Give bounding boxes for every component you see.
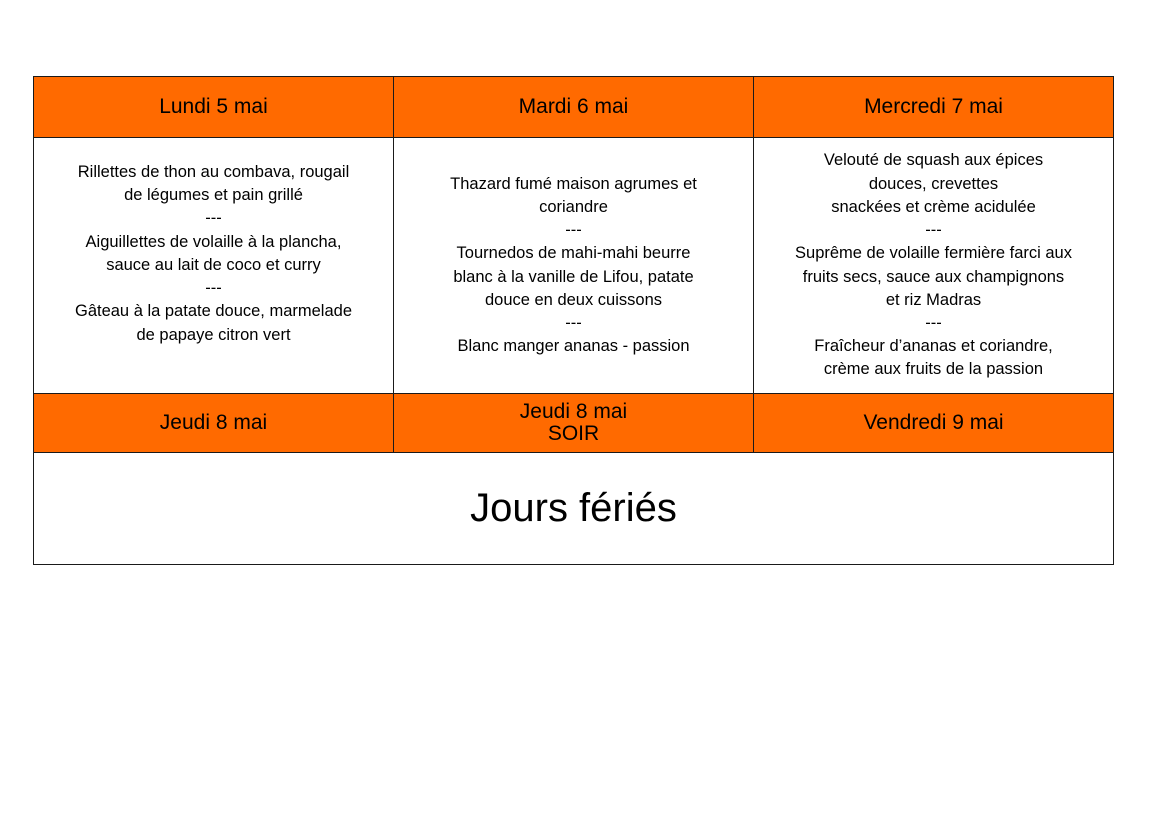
day-label: Vendredi 9 mai	[863, 411, 1004, 434]
day-header-friday	[754, 394, 1114, 453]
menu-separator: ---	[205, 209, 222, 228]
menu-line: fruits secs, sauce aux champignons	[802, 267, 1065, 286]
menu-line: et riz Madras	[885, 290, 982, 309]
day-label: Mercredi 7 mai	[864, 95, 1003, 118]
day-header-wednesday	[754, 77, 1114, 138]
menu-line: Suprême de volaille fermière farci aux	[795, 244, 1072, 263]
holiday-row	[34, 453, 1114, 565]
menu-line: snackées et crème acidulée	[831, 197, 1036, 216]
menu-line: sauce au lait de coco et curry	[106, 255, 321, 274]
menu-line: Tournedos de mahi-mahi beurre	[456, 244, 691, 263]
menu-line: Rillettes de thon au combava, rougail	[77, 163, 350, 182]
menu-separator: ---	[565, 313, 582, 332]
day-label: Jeudi 8 mai	[519, 400, 628, 423]
menu-line: de légumes et pain grillé	[124, 186, 303, 205]
day-header-tuesday	[394, 77, 754, 138]
menu-line: Blanc manger ananas - passion	[457, 337, 690, 356]
menu-line: crème aux fruits de la passion	[823, 360, 1044, 379]
menu-line: Velouté de squash aux épices	[823, 151, 1044, 170]
menu-line: douce en deux cuissons	[484, 290, 663, 309]
menu-line: Fraîcheur d’ananas et coriandre,	[814, 337, 1053, 356]
menu-cell-tuesday	[394, 138, 754, 394]
day-sublabel: SOIR	[547, 422, 600, 445]
menu-cell-monday	[34, 138, 394, 394]
menu-line: douces, crevettes	[868, 174, 999, 193]
day-label: Mardi 6 mai	[518, 95, 629, 118]
menu-row	[34, 138, 1114, 394]
menu-line: Aiguillettes de volaille à la plancha,	[85, 232, 342, 251]
menu-line: de papaye citron vert	[136, 325, 291, 344]
menu-cell-wednesday	[754, 138, 1114, 394]
day-header-monday	[34, 77, 394, 138]
menu-line: coriandre	[539, 197, 608, 216]
day-label: Lundi 5 mai	[159, 95, 268, 118]
day-label: Jeudi 8 mai	[159, 411, 268, 434]
menu-separator: ---	[925, 313, 942, 332]
menu-separator: ---	[205, 279, 222, 298]
day-header-row	[34, 394, 1114, 453]
menu-line: Gâteau à la patate douce, marmelade	[74, 302, 352, 321]
menu-spacer	[40, 347, 387, 370]
menu-separator: ---	[925, 221, 942, 240]
menu-line: blanc à la vanille de Lifou, patate	[453, 267, 694, 286]
day-header-row	[34, 77, 1114, 138]
menu-separator: ---	[565, 221, 582, 240]
holiday-text: Jours fériés	[470, 486, 677, 530]
day-header-thursday	[34, 394, 394, 453]
menu-line: Thazard fumé maison agrumes et	[450, 174, 697, 193]
holiday-cell	[34, 453, 1114, 565]
day-header-thursday-evening	[394, 394, 754, 453]
menu-table	[33, 76, 1114, 565]
